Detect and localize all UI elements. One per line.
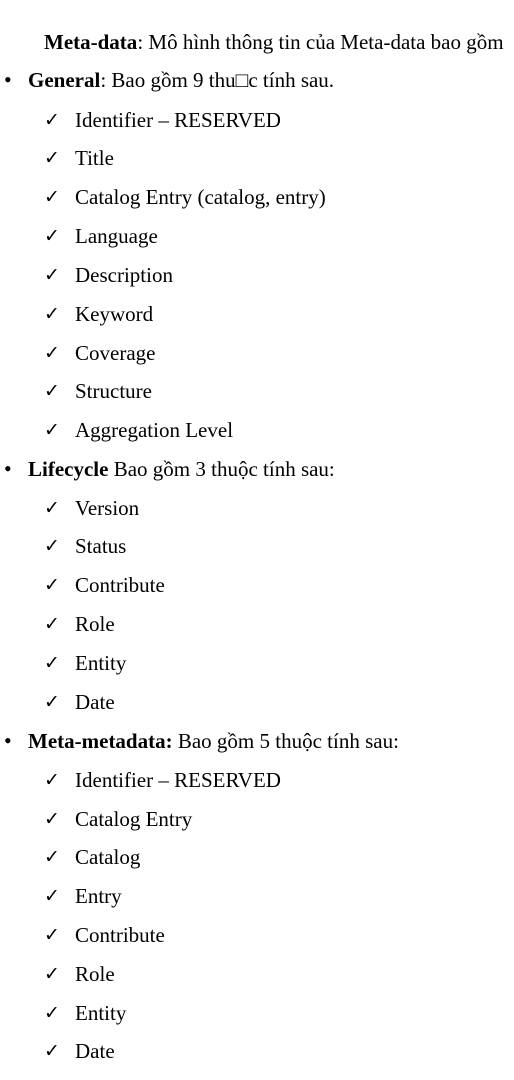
intro-text: : Mô hình thông tin của Meta-data bao gồm <box>137 30 504 54</box>
check-icon: ✓ <box>44 380 60 402</box>
check-icon: ✓ <box>44 419 60 441</box>
check-icon: ✓ <box>44 885 60 907</box>
check-icon: ✓ <box>44 1040 60 1062</box>
check-icon: ✓ <box>44 535 60 557</box>
bullet-icon: • <box>4 728 12 753</box>
bullet-icon: • <box>4 456 12 481</box>
check-icon: ✓ <box>44 497 60 519</box>
section-text: Bao gồm 3 thuộc tính sau: <box>108 457 335 481</box>
check-icon: ✓ <box>44 613 60 635</box>
intro-label: Meta-data <box>44 30 138 54</box>
section-label: General <box>28 68 101 92</box>
check-icon: ✓ <box>44 1002 60 1024</box>
bullet-icon: • <box>4 67 12 92</box>
check-icon: ✓ <box>44 147 60 169</box>
check-icon: ✓ <box>44 109 60 131</box>
section-text: Bao gồm 5 thuộc tính sau: <box>172 729 399 753</box>
check-icon: ✓ <box>44 769 60 791</box>
section-label: Lifecycle <box>28 457 109 481</box>
check-icon: ✓ <box>44 691 60 713</box>
check-icon: ✓ <box>44 225 60 247</box>
check-icon: ✓ <box>44 924 60 946</box>
document-page: Meta-data: Mô hình thông tin của Meta-data bao gồm • General: Bao gồm 9 thu□c tính sau. ✓ Identifier – RESERVED ✓ Title ✓ Catalog Entry (catalog, entry) ✓ Language ✓ Description ✓ Keyword ✓ Coverage ✓ Structure ✓ Aggregation Level • Lifecycle Bao gồm 3 thuộc tính sau: ✓ Version ✓ Status ✓ Contribute ✓ Role ✓ Entity ✓ Date • Meta-metadata: Bao gồm 5 thuộc tính sau: ✓ Identifier – RESERVED ✓ Catalog Entry ✓ Catalog ✓ Entry ✓ Contribute ✓ Role ✓ Entity ✓ Date <box>4 30 504 1063</box>
check-icon: ✓ <box>44 342 60 364</box>
check-icon: ✓ <box>44 186 60 208</box>
check-icon: ✓ <box>44 808 60 830</box>
section-text: : Bao gồm 9 thu□c tính sau. <box>100 68 335 92</box>
check-icon: ✓ <box>44 652 60 674</box>
check-icon: ✓ <box>44 846 60 868</box>
check-icon: ✓ <box>44 963 60 985</box>
section-label: Meta-metadata: <box>28 729 173 753</box>
intro-paragraph <box>44 30 504 54</box>
check-icon: ✓ <box>44 574 60 596</box>
check-icon: ✓ <box>44 303 60 325</box>
check-icon: ✓ <box>44 264 60 286</box>
